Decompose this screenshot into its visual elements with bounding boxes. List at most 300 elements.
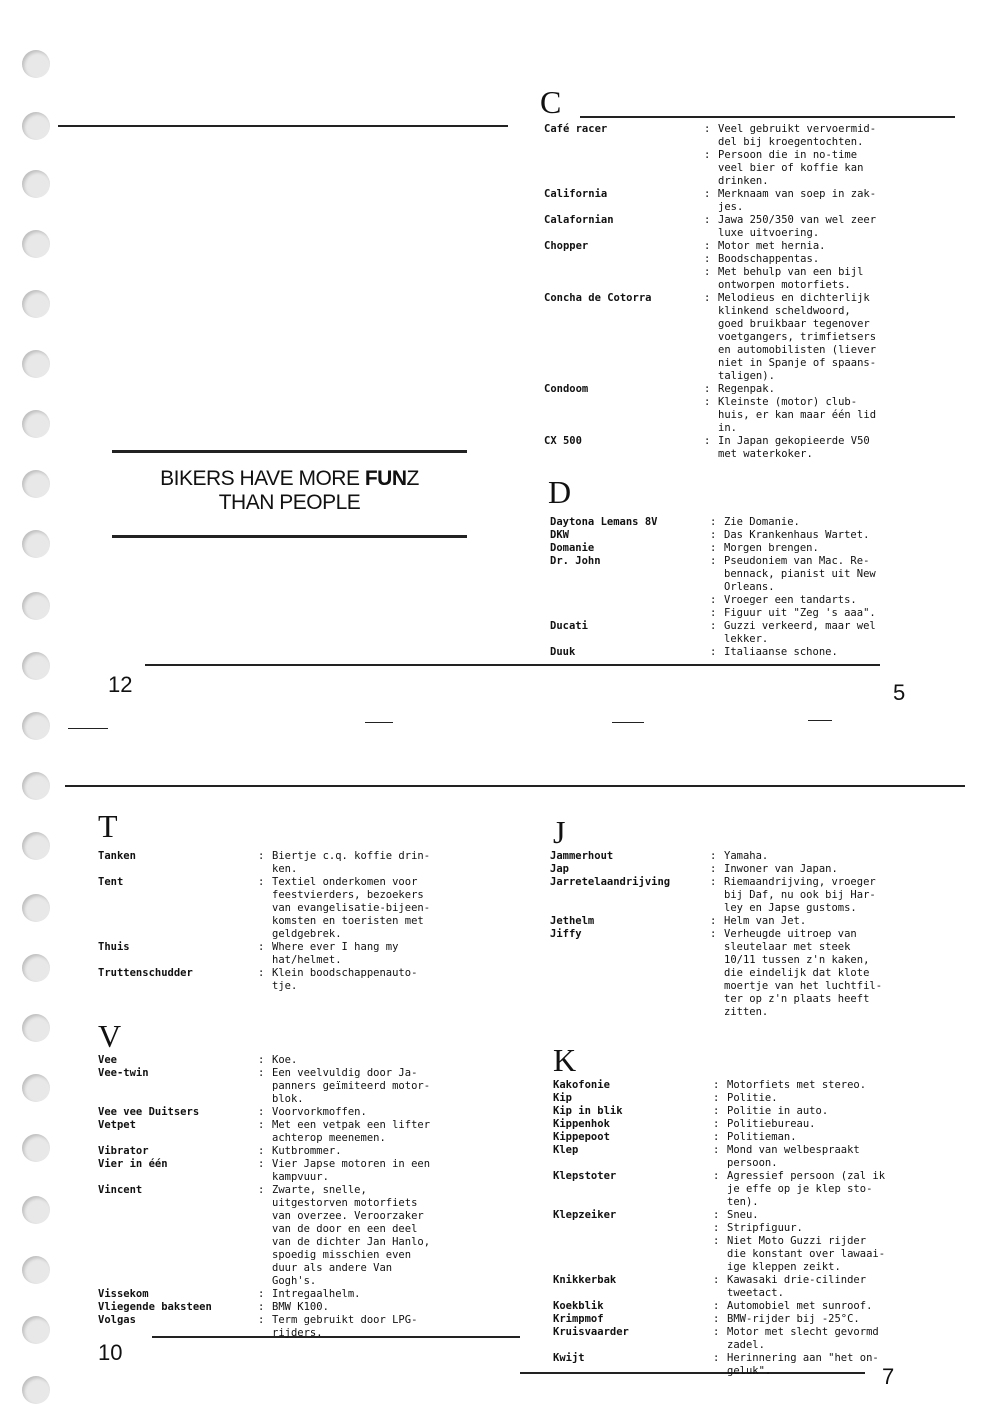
- dash-rule: [808, 720, 832, 721]
- definition-text: Biertje c.q. koffie drin- ken.: [272, 850, 431, 875]
- glossary-entry: [98, 941, 466, 967]
- top-right-rule: [580, 116, 955, 118]
- definition-colon: :: [710, 876, 717, 888]
- glossary-definitions: [710, 555, 916, 620]
- glossary-definitions: [704, 292, 910, 383]
- glossary-term: Vee: [98, 1054, 117, 1066]
- glossary-entry: [550, 915, 916, 928]
- definition-colon: :: [713, 1274, 720, 1286]
- glossary-entry: [553, 1131, 919, 1144]
- glossary-definitions: [710, 516, 916, 529]
- definition-text: Agressief persoon (zal ik je effe op je klep sto- ten).: [727, 1170, 886, 1208]
- binder-hole: [22, 530, 50, 558]
- glossary-entry: [98, 967, 466, 993]
- slogan-line1-bold: FUN: [364, 467, 407, 490]
- definition-colon: :: [710, 555, 717, 567]
- definition-colon: :: [710, 620, 717, 632]
- binder-hole: [22, 1196, 50, 1224]
- glossary-definitions: [713, 1118, 919, 1131]
- definition-colon: :: [258, 876, 265, 888]
- glossary-term: Jethelm: [550, 915, 595, 927]
- definition-text: Morgen brengen.: [724, 542, 819, 554]
- definition-colon: :: [704, 240, 711, 252]
- glossary-definitions: [258, 850, 466, 876]
- glossary-definition: [704, 214, 910, 240]
- glossary-entry: [98, 1288, 466, 1301]
- glossary-term: Kippepoot: [553, 1131, 610, 1143]
- definition-colon: :: [710, 594, 717, 606]
- glossary-definition: [704, 266, 910, 292]
- slogan-line1-pre: BIKERS HAVE MORE: [160, 467, 365, 490]
- definition-text: Automobiel met sunroof.: [727, 1300, 873, 1312]
- glossary-entry: [553, 1352, 919, 1378]
- glossary-entry: [553, 1092, 919, 1105]
- binder-hole: [22, 112, 50, 140]
- glossary-definition: [258, 1054, 466, 1067]
- definition-colon: :: [710, 646, 717, 658]
- glossary-definitions: [258, 1145, 466, 1158]
- glossary-term: Koekblik: [553, 1300, 604, 1312]
- glossary-definition: [713, 1235, 919, 1274]
- definition-text: Koe.: [272, 1054, 298, 1066]
- binder-hole: [22, 350, 50, 378]
- glossary-term: Truttenschudder: [98, 967, 193, 979]
- definition-colon: :: [258, 1158, 265, 1170]
- definition-text: Kleinste (motor) club- huis, er kan maar één lid in.: [718, 396, 877, 434]
- binder-hole: [22, 170, 50, 198]
- definition-text: Stripfiguur.: [727, 1222, 803, 1234]
- glossary-entry: [553, 1079, 919, 1092]
- glossary-definitions: [713, 1326, 919, 1352]
- definition-text: Merknaam van soep in zak- jes.: [718, 188, 877, 213]
- definition-colon: :: [704, 396, 711, 408]
- definition-text: Vier Japse motoren in een kampvuur.: [272, 1158, 431, 1183]
- glossary-definitions: [713, 1274, 919, 1300]
- glossary-term: Tent: [98, 876, 124, 888]
- definition-colon: :: [704, 435, 711, 447]
- binder-hole: [22, 832, 50, 860]
- glossary-entry: [550, 542, 916, 555]
- definition-text: BMW K100.: [272, 1301, 329, 1313]
- glossary-definition: [258, 1314, 466, 1340]
- glossary-entry: [553, 1300, 919, 1313]
- binder-hole: [22, 470, 50, 498]
- glossary-definitions: [258, 1119, 466, 1145]
- definition-colon: :: [258, 850, 265, 862]
- definition-colon: :: [258, 1106, 265, 1118]
- glossary-definition: [710, 555, 916, 594]
- definition-colon: :: [710, 516, 717, 528]
- page-number: 5: [893, 680, 906, 705]
- glossary-term: Klepzeiker: [553, 1209, 617, 1221]
- definition-colon: :: [713, 1144, 720, 1156]
- glossary-entry: [553, 1326, 919, 1352]
- glossary-definitions: [713, 1144, 919, 1170]
- definition-text: Intregaalhelm.: [272, 1288, 361, 1300]
- glossary-definitions: [258, 1054, 466, 1067]
- definition-colon: :: [713, 1313, 720, 1325]
- glossary-term: Vier in één: [98, 1158, 168, 1170]
- glossary-definitions: [258, 876, 466, 941]
- glossary-term: Ducati: [550, 620, 588, 632]
- glossary-term: Jammerhout: [550, 850, 614, 862]
- glossary-entry: [98, 1158, 466, 1184]
- page-number: 12: [108, 672, 133, 697]
- glossary-definitions: [713, 1352, 919, 1378]
- glossary-definition: [258, 1067, 466, 1106]
- definition-text: Sneu.: [727, 1209, 759, 1221]
- glossary-definition: [713, 1092, 919, 1105]
- definition-text: Kutbrommer.: [272, 1145, 342, 1157]
- definition-text: BMW-rijder bij -25°C.: [727, 1313, 860, 1325]
- definition-colon: :: [713, 1170, 720, 1182]
- glossary-definitions: [713, 1209, 919, 1274]
- definition-text: Guzzi verkeerd, maar wel lekker.: [724, 620, 876, 645]
- glossary-term: Kip in blik: [553, 1105, 623, 1117]
- glossary-definition: [710, 876, 916, 915]
- definition-text: Helm van Jet.: [724, 915, 807, 927]
- definition-text: Klein boodschappenauto- tje.: [272, 967, 418, 992]
- glossary-definition: [258, 1119, 466, 1145]
- definition-colon: :: [710, 850, 717, 862]
- glossary-entry: [98, 1314, 466, 1340]
- definition-text: Met behulp van een bijl ontworpen motorfiets.: [718, 266, 864, 291]
- glossary-definition: [258, 967, 466, 993]
- definition-text: Term gebruikt door LPG- rijders.: [272, 1314, 418, 1339]
- definition-text: In Japan gekopieerde V50 met waterkoker.: [718, 435, 870, 460]
- glossary-definition: [704, 435, 910, 461]
- page-number: 7: [882, 1364, 895, 1389]
- glossary-definitions: [713, 1079, 919, 1092]
- glossary-definitions: [258, 967, 466, 993]
- glossary-definition: [258, 1288, 466, 1301]
- glossary-term: Dr. John: [550, 555, 601, 567]
- definition-colon: :: [713, 1235, 720, 1247]
- glossary-entry: [544, 188, 910, 214]
- glossary-term: Concha de Cotorra: [544, 292, 652, 304]
- glossary-term: Jap: [550, 863, 569, 875]
- dash-rule: [68, 728, 108, 729]
- definition-text: Een veelvuldig door Ja- panners geïmiteerd motor- blok.: [272, 1067, 431, 1105]
- glossary-entry: [544, 123, 910, 188]
- definition-text: Jawa 250/350 van wel zeer luxe uitvoering.: [718, 214, 877, 239]
- glossary-definitions: [713, 1092, 919, 1105]
- definition-colon: :: [258, 1314, 265, 1326]
- glossary-definition: [258, 876, 466, 941]
- glossary-entry: [550, 529, 916, 542]
- glossary-definition: [710, 542, 916, 555]
- glossary-entry: [98, 1119, 466, 1145]
- slogan-text: [112, 453, 467, 535]
- glossary-definitions: [713, 1105, 919, 1118]
- glossary-entry: [98, 1054, 466, 1067]
- section-letter-t: T: [98, 808, 118, 844]
- binder-hole: [22, 772, 50, 800]
- glossary-definition: [710, 863, 916, 876]
- definition-text: Politiebureau.: [727, 1118, 816, 1130]
- glossary-definition: [710, 516, 916, 529]
- glossary-section-c: [544, 123, 910, 461]
- binder-hole: [22, 1256, 50, 1284]
- binder-hole: [22, 712, 50, 740]
- glossary-definitions: [704, 214, 910, 240]
- binder-hole: [22, 954, 50, 982]
- glossary-term: Klep: [553, 1144, 579, 1156]
- glossary-term: Vibrator: [98, 1145, 149, 1157]
- glossary-term: Volgas: [98, 1314, 136, 1326]
- definition-colon: :: [704, 188, 711, 200]
- glossary-definitions: [258, 1067, 466, 1106]
- glossary-term: Café racer: [544, 123, 608, 135]
- glossary-term: Thuis: [98, 941, 130, 953]
- definition-colon: :: [713, 1222, 720, 1234]
- glossary-definition: [713, 1079, 919, 1092]
- glossary-definitions: [704, 383, 910, 435]
- definition-colon: :: [710, 607, 717, 619]
- glossary-definition: [713, 1274, 919, 1300]
- glossary-definition: [258, 941, 466, 967]
- glossary-definition: [713, 1222, 919, 1235]
- section-letter-j: J: [553, 814, 566, 850]
- glossary-definitions: [713, 1313, 919, 1326]
- glossary-term: California: [544, 188, 608, 200]
- glossary-term: Tanken: [98, 850, 136, 862]
- glossary-definition: [704, 188, 910, 214]
- glossary-definition: [713, 1170, 919, 1209]
- glossary-term: DKW: [550, 529, 569, 541]
- definition-text: Politie.: [727, 1092, 778, 1104]
- definition-colon: :: [713, 1300, 720, 1312]
- glossary-definition: [710, 620, 916, 646]
- definition-colon: :: [704, 266, 711, 278]
- definition-text: Persoon die in no-time veel bier of koffie kan drinken.: [718, 149, 864, 187]
- definition-colon: :: [710, 542, 717, 554]
- glossary-term: Kippenhok: [553, 1118, 610, 1130]
- definition-text: Italiaanse schone.: [724, 646, 838, 658]
- glossary-term: Daytona Lemans 8V: [550, 516, 658, 528]
- definition-colon: :: [710, 915, 717, 927]
- glossary-definition: [710, 594, 916, 607]
- glossary-definition: [704, 240, 910, 253]
- binder-hole: [22, 1376, 50, 1404]
- glossary-definition: [713, 1300, 919, 1313]
- definition-text: Motor met slecht gevormd zadel.: [727, 1326, 879, 1351]
- glossary-entry: [550, 646, 916, 659]
- glossary-term: Jarretelaandrijving: [550, 876, 671, 888]
- glossary-entry: [98, 1067, 466, 1106]
- glossary-definitions: [258, 1288, 466, 1301]
- glossary-definitions: [258, 1158, 466, 1184]
- definition-colon: :: [258, 941, 265, 953]
- glossary-entry: [98, 1301, 466, 1314]
- glossary-entry: [553, 1313, 919, 1326]
- glossary-definition: [704, 253, 910, 266]
- slogan-box: [112, 450, 467, 538]
- definition-text: Mond van welbespraakt persoon.: [727, 1144, 860, 1169]
- glossary-section-t: [98, 850, 466, 993]
- section-letter-c: C: [540, 84, 562, 120]
- definition-text: Inwoner van Japan.: [724, 863, 838, 875]
- glossary-term: Vee-twin: [98, 1067, 149, 1079]
- glossary-definition: [258, 850, 466, 876]
- definition-text: Motorfiets met stereo.: [727, 1079, 867, 1091]
- binder-hole: [22, 230, 50, 258]
- mid-upper-rule: [145, 664, 880, 666]
- glossary-entry: [98, 1106, 466, 1119]
- definition-colon: :: [258, 1301, 265, 1313]
- glossary-entry: [553, 1118, 919, 1131]
- definition-text: Vroeger een tandarts.: [724, 594, 857, 606]
- glossary-definitions: [710, 876, 916, 915]
- glossary-definitions: [710, 542, 916, 555]
- definition-text: Motor met hernia.: [718, 240, 826, 252]
- definition-colon: :: [713, 1326, 720, 1338]
- binder-hole: [22, 592, 50, 620]
- section-letter-v: V: [98, 1018, 122, 1054]
- glossary-definitions: [258, 941, 466, 967]
- glossary-definition: [713, 1326, 919, 1352]
- mid-lower-rule: [65, 785, 965, 787]
- glossary-section-k: [553, 1079, 919, 1378]
- glossary-term: Vee vee Duitsers: [98, 1106, 200, 1118]
- glossary-definitions: [258, 1106, 466, 1119]
- definition-text: Kawasaki drie-cilinder tweetact.: [727, 1274, 867, 1299]
- glossary-term: Chopper: [544, 240, 589, 252]
- definition-text: Boodschappentas.: [718, 253, 820, 265]
- glossary-definition: [710, 646, 916, 659]
- definition-colon: :: [710, 529, 717, 541]
- glossary-entry: [544, 383, 910, 435]
- glossary-definitions: [710, 863, 916, 876]
- definition-colon: :: [710, 863, 717, 875]
- glossary-entry: [553, 1170, 919, 1209]
- binder-hole: [22, 290, 50, 318]
- definition-text: Yamaha.: [724, 850, 769, 862]
- definition-colon: :: [713, 1118, 720, 1130]
- glossary-definition: [258, 1301, 466, 1314]
- glossary-entry: [553, 1144, 919, 1170]
- definition-text: Herinnering aan "het on- geluk".: [727, 1352, 879, 1377]
- glossary-definitions: [710, 646, 916, 659]
- definition-colon: :: [710, 928, 717, 940]
- definition-colon: :: [704, 253, 711, 265]
- definition-colon: :: [713, 1079, 720, 1091]
- glossary-definitions: [710, 529, 916, 542]
- definition-colon: :: [258, 1145, 265, 1157]
- definition-colon: :: [713, 1105, 720, 1117]
- definition-text: Das Krankenhaus Wartet.: [724, 529, 870, 541]
- glossary-definition: [258, 1145, 466, 1158]
- glossary-definitions: [704, 240, 910, 292]
- glossary-entry: [550, 516, 916, 529]
- glossary-entry: [98, 850, 466, 876]
- binder-hole: [22, 1316, 50, 1344]
- slogan-bottom-bar: [112, 535, 467, 538]
- definition-text: Politie in auto.: [727, 1105, 829, 1117]
- section-letter-d: D: [548, 474, 572, 510]
- definition-colon: :: [258, 1119, 265, 1131]
- definition-colon: :: [258, 1067, 265, 1079]
- definition-colon: :: [258, 967, 265, 979]
- glossary-definition: [704, 292, 910, 383]
- binder-hole: [22, 1134, 50, 1162]
- definition-text: Figuur uit "Zeg 's aaa".: [724, 607, 876, 619]
- glossary-entry: [550, 928, 916, 1019]
- glossary-entry: [544, 214, 910, 240]
- glossary-definitions: [710, 915, 916, 928]
- glossary-definition: [710, 928, 916, 1019]
- dash-rule: [612, 722, 644, 723]
- glossary-entry: [553, 1274, 919, 1300]
- glossary-definition: [704, 149, 910, 188]
- definition-text: Regenpak.: [718, 383, 775, 395]
- glossary-definition: [704, 396, 910, 435]
- glossary-term: CX 500: [544, 435, 582, 447]
- definition-colon: :: [258, 1184, 265, 1196]
- glossary-definition: [713, 1313, 919, 1326]
- glossary-entry: [544, 240, 910, 292]
- binder-hole: [22, 652, 50, 680]
- glossary-definition: [713, 1131, 919, 1144]
- top-left-rule: [58, 125, 508, 127]
- glossary-definitions: [713, 1300, 919, 1313]
- glossary-definition: [713, 1118, 919, 1131]
- definition-colon: :: [704, 292, 711, 304]
- glossary-definitions: [704, 123, 910, 188]
- slogan-line2: THAN PEOPLE: [218, 491, 361, 514]
- glossary-definition: [710, 915, 916, 928]
- definition-text: Politieman.: [727, 1131, 797, 1143]
- glossary-entry: [550, 850, 916, 863]
- glossary-definitions: [258, 1314, 466, 1340]
- definition-text: Niet Moto Guzzi rijder die konstant over lawaai- ige kleppen zeikt.: [727, 1235, 886, 1273]
- glossary-entry: [553, 1105, 919, 1118]
- definition-colon: :: [713, 1352, 720, 1364]
- definition-colon: :: [713, 1092, 720, 1104]
- definition-text: Textiel onderkomen voor feestvierders, bezoekers van evangelisatie-bijeen- komsten en toeristen met geldgebrek.: [272, 876, 431, 940]
- glossary-definitions: [713, 1131, 919, 1144]
- glossary-definition: [258, 1184, 466, 1288]
- glossary-term: Kip: [553, 1092, 572, 1104]
- glossary-definition: [710, 529, 916, 542]
- glossary-definition: [710, 607, 916, 620]
- glossary-definition: [258, 1158, 466, 1184]
- glossary-entry: [550, 555, 916, 620]
- glossary-term: Krimpmof: [553, 1313, 604, 1325]
- binder-hole: [22, 1014, 50, 1042]
- glossary-term: Vliegende baksteen: [98, 1301, 212, 1313]
- glossary-definition: [704, 123, 910, 149]
- definition-text: Met een vetpak een lifter achterop meenemen.: [272, 1119, 431, 1144]
- glossary-term: Domanie: [550, 542, 595, 554]
- glossary-term: Kruisvaarder: [553, 1326, 629, 1338]
- glossary-entry: [544, 292, 910, 383]
- glossary-term: Knikkerbak: [553, 1274, 617, 1286]
- glossary-entry: [98, 1184, 466, 1288]
- glossary-definitions: [713, 1170, 919, 1209]
- glossary-term: Jiffy: [550, 928, 582, 940]
- definition-text: Verheugde uitroep van sleutelaar met steek 10/11 tussen z'n kaken, die eindelijk dat klote moertje van het luchtfil- ter op z'n plaats heeft zitten.: [724, 928, 883, 1018]
- binder-hole: [22, 894, 50, 922]
- definition-colon: :: [704, 383, 711, 395]
- definition-colon: :: [258, 1288, 265, 1300]
- glossary-term: Vissekom: [98, 1288, 149, 1300]
- definition-text: Voorvorkmoffen.: [272, 1106, 367, 1118]
- definition-text: Riemaandrijving, vroeger bij Daf, nu ook bij Har- ley en Japse gustoms.: [724, 876, 876, 914]
- binder-hole: [22, 50, 50, 78]
- dash-rule: [365, 722, 393, 723]
- glossary-definitions: [704, 188, 910, 214]
